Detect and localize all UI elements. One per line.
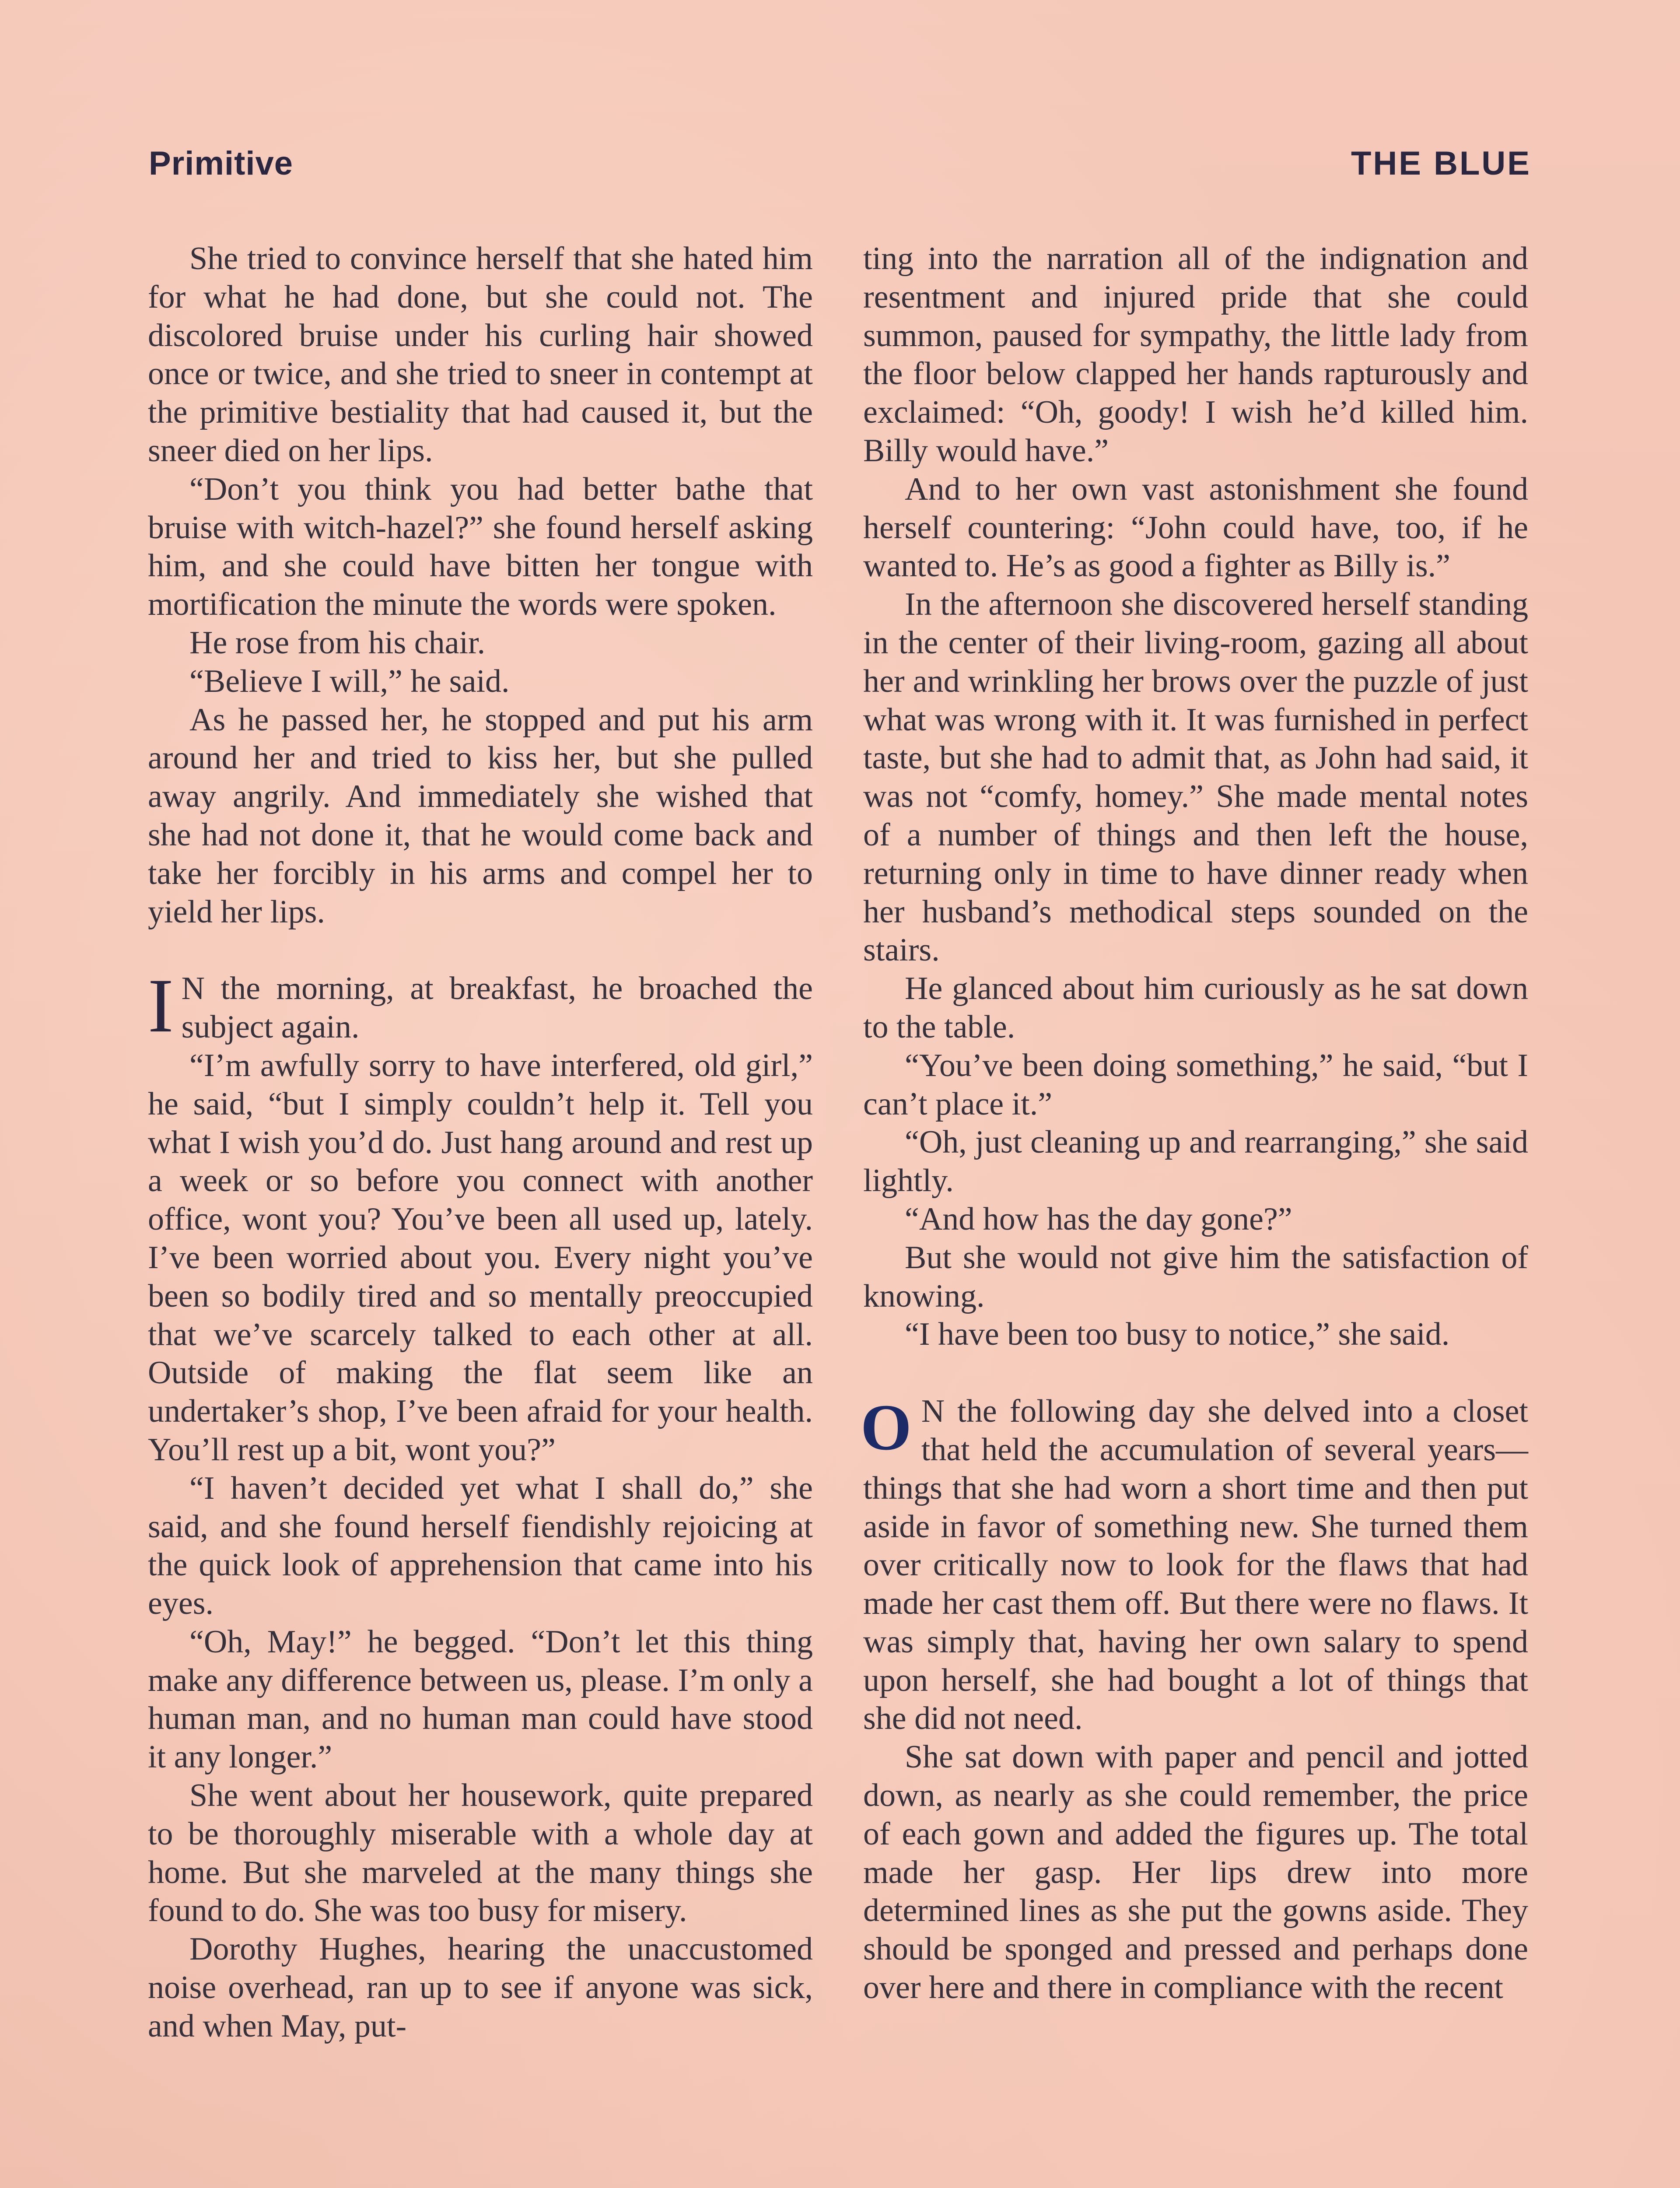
paragraph-text: N the morning, at breakfast, he broached the subject again.	[181, 971, 813, 1045]
drop-cap: O	[861, 1391, 912, 1464]
paragraph: “And how has the day gone?”	[905, 1201, 1292, 1237]
paragraph: And to her own vast astonishment she found herself countering: “John could have, too, if he wanted to. He’s as good a fighter as Billy is.”	[863, 471, 1528, 584]
running-head-magazine: THE BLUE	[1351, 145, 1531, 182]
paragraph: She tried to convince herself that she hated him for what he had done, but she could not. The discolored bruise under his curling hair showed once or twice, and she tried to sneer in contempt at the primitive bestiality that had caused it, but the sneer died on her lips.	[148, 241, 813, 469]
paragraph: As he passed her, he stopped and put his arm around her and tried to kiss her, but she pulled away angrily. And immediately she wished that she had not done it, that he would come back and take her forcibly in his arms and compel her to yield her lips.	[148, 701, 813, 930]
paragraph: She sat down with paper and pencil and jotted down, as nearly as she could remember, the price of each gown and added the figures up. The total made her gasp. Her lips drew into more determined lines as she put the gowns aside. They should be sponged and pressed and perhaps done over here and there in compliance with the recent	[863, 1739, 1528, 2006]
paragraph: Dorothy Hughes, hearing the unaccustomed noise overhead, ran up to see if anyone was sick, and when May, put-	[148, 1931, 813, 2044]
continued-paragraph: ting into the narration all of the indignation and resentment and injured pride that she could summon, paused for sympathy, the little lady from the floor below clapped her hands rapturously and exclaimed: “Oh, goody! I wish he’d killed him. Billy would have.”	[863, 241, 1528, 469]
paragraph: In the afternoon she discovered herself standing in the center of their living-room, gazing all about her and wrinkling her brows over the puzzle of just what was wrong with it. It was furnished in perfect taste, but she had to admit that, as John had said, it was not “comfy, homey.” She made mental notes of a number of things and then left the house, returning only in time to have dinner ready when her husband’s methodical steps sounded on the stairs.	[863, 586, 1528, 968]
paragraph: “Oh, just cleaning up and rearranging,” she said lightly.	[863, 1124, 1528, 1199]
paragraph: “Believe I will,” he said.	[189, 663, 510, 699]
paragraph: “Don’t you think you had better bathe that bruise with witch-hazel?” she found herself asking him, and she could have bitten her tongue with mortification the minute the words were spoken.	[148, 471, 813, 623]
paragraph-text: N the following day she delved into a closet that held the accumulation of several years—things that she had worn a short time and then put aside in favor of something new. She turned them over critically now to look for the flaws that had made her cast them off. But there were no flaws. It was simply that, having her own salary to spend upon herself, she had bought a lot of things that she did not need.	[863, 1393, 1528, 1737]
drop-cap: I	[148, 963, 174, 1049]
paragraph: She went about her housework, quite prepared to be thoroughly miserable with a whole day at home. But she marveled at the many things she found to do. She was too busy for misery.	[148, 1778, 813, 1929]
paragraph: “I’m awfully sorry to have interfered, old girl,” he said, “but I simply couldn’t help it. Tell you what I wish you’d do. Just hang around and rest up a week or so before you connect with another office, wont you? You’ve been all used up, lately. I’ve been worried about you. Every night you’ve been so bodily tired and so mentally preoccupied that we’ve scarcely talked to each other at all. Outside of making the flat seem like an undertaker’s shop, I’ve been afraid for your health. You’ll rest up a bit, wont you?”	[148, 1047, 813, 1468]
paragraph: He rose from his chair.	[189, 624, 486, 661]
paragraph: But she would not give him the satisfaction of knowing.	[863, 1239, 1528, 1314]
paragraph: “I haven’t decided yet what I shall do,” she said, and she found herself fiendishly rejoicing at the quick look of apprehension that came into his eyes.	[148, 1470, 813, 1622]
section-opening-paragraph	[148, 963, 813, 1049]
paragraph: “I have been too busy to notice,” she said.	[905, 1316, 1450, 1353]
text-column-left	[148, 240, 813, 2046]
paragraph: “You’ve been doing something,” he said, “but I can’t place it.”	[863, 1047, 1528, 1122]
text-column-right	[863, 240, 1528, 2007]
paragraph: He glanced about him curiously as he sat down to the table.	[863, 971, 1528, 1045]
section-opening-paragraph	[863, 1392, 1528, 1738]
running-head-title: Primitive	[149, 145, 294, 182]
paragraph: “Oh, May!” he begged. “Don’t let this thing make any difference between us, please. I’m only a human man, and no human man could have stood it any longer.”	[148, 1623, 813, 1775]
